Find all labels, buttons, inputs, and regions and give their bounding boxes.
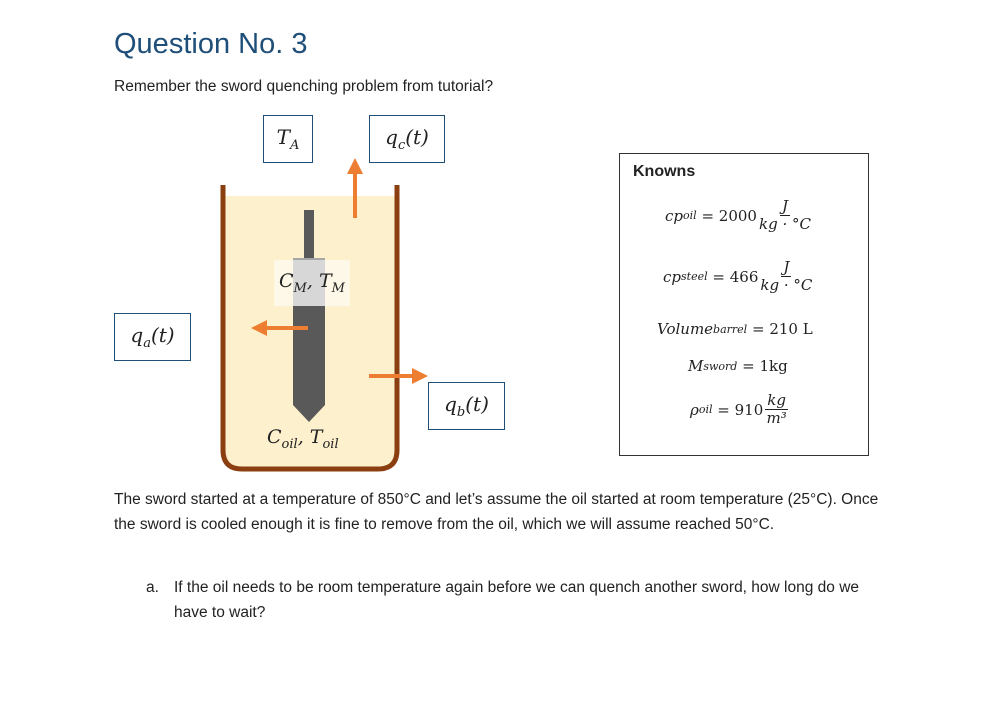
sword-handle (304, 210, 314, 265)
qb-label: $q_b(t)$ (444, 392, 489, 420)
qa-label-box (114, 313, 191, 361)
question-a-label: a. (146, 579, 159, 596)
qa-label: $q_a(t)$ (130, 323, 175, 351)
knowns-box (619, 153, 869, 456)
arrow-qc-head (347, 158, 363, 174)
known-density: ρ oil = 910 $\frac{kg}{\text{m³}}$ (690, 391, 787, 427)
ta-label-box (263, 115, 313, 163)
known-volume: Volume barrel = 210 L (657, 320, 813, 338)
qc-label-box (369, 115, 445, 163)
page-title: Question No. 3 (114, 28, 308, 60)
known-cp-steel: cp steel = 466 $\frac{J}{kg \cdot ^\circ C}$ (663, 258, 813, 294)
question-a-text: If the oil needs to be room temperature again before we can quench another sword, how long do we have to wait? (174, 579, 860, 621)
sword-blade (293, 306, 325, 422)
known-mass: M sword = 1kg (688, 357, 788, 375)
sword-label: $C_M$, $T_M$ (279, 270, 345, 296)
oil-label: $C_{oil}$, $T_{oil}$ (267, 426, 339, 452)
problem-paragraph: The sword started at a temperature of 850°C and let’s assume the oil started at room temperature (25°C). Once the sword is cooled enough it is fine to remove from the oil, which we will assume reached 50°C. (114, 491, 879, 533)
ta-label: $T_A$ (276, 125, 300, 153)
intro-text: Remember the sword quenching problem from tutorial? (114, 78, 494, 95)
knowns-heading: Knowns (633, 163, 696, 180)
arrow-qb-head (412, 368, 428, 384)
qb-label-box (428, 382, 505, 430)
qc-label: $q_c(t)$ (385, 125, 429, 153)
known-cp-oil: cp oil = 2000 $\frac{J}{kg \cdot ^\circ C}$ (665, 197, 811, 233)
